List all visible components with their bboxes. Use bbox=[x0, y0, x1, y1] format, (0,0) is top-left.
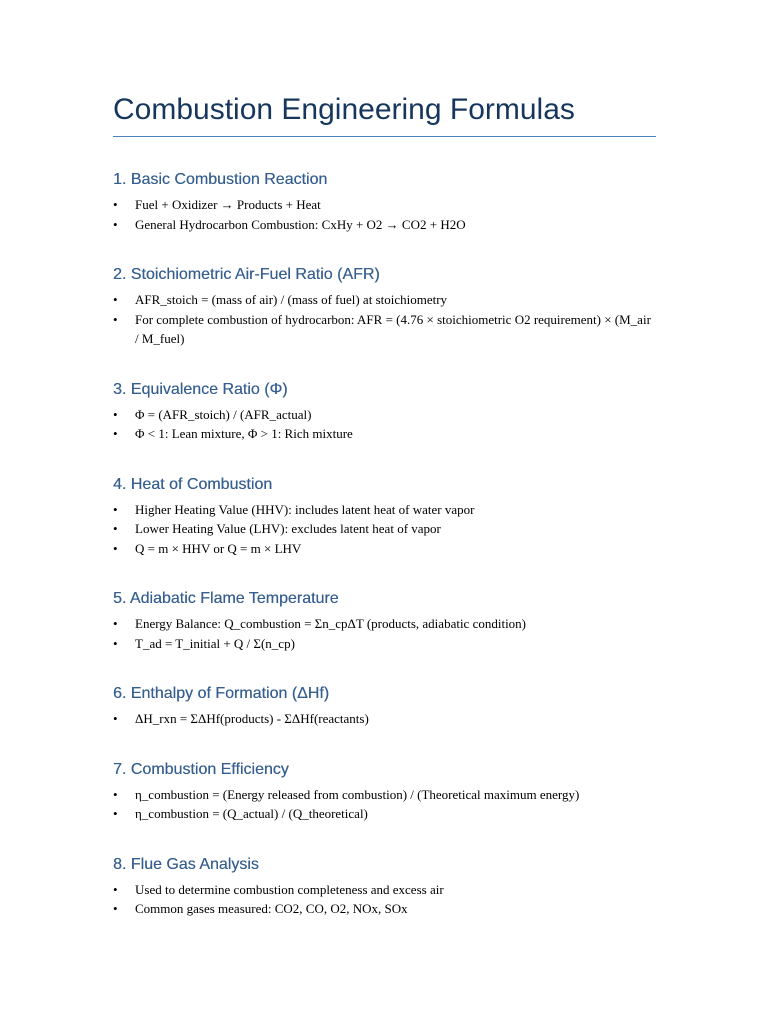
bullet-icon: • bbox=[113, 711, 118, 726]
bullet-list bbox=[113, 785, 656, 824]
bullet-list bbox=[113, 195, 656, 234]
section-equivalence-ratio bbox=[113, 380, 656, 444]
list-item bbox=[113, 634, 656, 654]
document-page bbox=[113, 92, 656, 919]
list-item bbox=[113, 310, 656, 349]
list-item-text: Φ = (AFR_stoich) / (AFR_actual) bbox=[135, 406, 312, 422]
list-item-text: Lower Heating Value (LHV): excludes latent heat of vapor bbox=[135, 521, 441, 536]
list-item bbox=[113, 195, 656, 215]
section-heading: 1. Basic Combustion Reaction bbox=[113, 171, 328, 188]
bullet-icon: • bbox=[113, 540, 118, 556]
list-item-text: Φ < 1: Lean mixture, Φ > 1: Rich mixture bbox=[135, 426, 353, 441]
list-item bbox=[113, 785, 656, 805]
section-heading: 6. Enthalpy of Formation (ΔHf) bbox=[113, 685, 330, 702]
bullet-icon: • bbox=[113, 635, 118, 651]
list-item-text: Energy Balance: Q_combustion = Σn_cpΔT (products, adiabatic condition) bbox=[135, 616, 527, 631]
list-item bbox=[113, 405, 656, 425]
list-item-text: η_combustion = (Q_actual) / (Q_theoretical) bbox=[135, 806, 368, 821]
bullet-icon: • bbox=[113, 881, 118, 897]
list-item-text: η_combustion = (Energy released from combustion) / (Theoretical maximum energy) bbox=[135, 786, 580, 802]
list-item-text: Fuel + Oxidizer → Products + Heat bbox=[135, 197, 321, 212]
list-item bbox=[113, 290, 656, 310]
bullet-icon: • bbox=[113, 406, 118, 422]
list-item-text: AFR_stoich = (mass of air) / (mass of fuel) at stoichiometry bbox=[135, 292, 448, 307]
section-heading: 3. Equivalence Ratio (Φ) bbox=[113, 380, 288, 398]
list-item-text: Higher Heating Value (HHV): includes latent heat of water vapor bbox=[135, 501, 475, 517]
document-title: Combustion Engineering Formulas bbox=[113, 92, 656, 137]
section-combustion-efficiency bbox=[113, 760, 656, 824]
bullet-icon: • bbox=[113, 197, 118, 212]
bullet-list bbox=[113, 290, 656, 349]
list-item bbox=[113, 614, 656, 634]
list-item bbox=[113, 215, 656, 235]
list-item-text: General Hydrocarbon Combustion: CxHy + O2 → CO2 + H2O bbox=[135, 216, 466, 232]
bullet-list bbox=[113, 614, 656, 653]
section-basic-combustion-reaction bbox=[113, 170, 656, 234]
list-item-text: For complete combustion of hydrocarbon: AFR = (4.76 × stoichiometric O2 requirement) × (M_air / M_fuel) bbox=[135, 311, 651, 346]
bullet-list bbox=[113, 405, 656, 444]
list-item-text: T_ad = T_initial + Q / Σ(n_cp) bbox=[135, 635, 295, 651]
list-item-text: Common gases measured: CO2, CO, O2, NOx, SOx bbox=[135, 901, 408, 916]
bullet-icon: • bbox=[113, 521, 118, 536]
list-item bbox=[113, 539, 656, 559]
bullet-icon: • bbox=[113, 786, 118, 802]
bullet-list bbox=[113, 500, 656, 559]
list-item-text: ΔH_rxn = ΣΔHf(products) - ΣΔHf(reactants) bbox=[135, 711, 369, 726]
section-heading: 2. Stoichiometric Air-Fuel Ratio (AFR) bbox=[113, 266, 380, 283]
bullet-icon: • bbox=[113, 901, 118, 916]
section-heat-of-combustion bbox=[113, 475, 656, 559]
section-adiabatic-flame-temperature bbox=[113, 589, 656, 653]
list-item-text: Q = m × HHV or Q = m × LHV bbox=[135, 540, 302, 556]
section-heading: 7. Combustion Efficiency bbox=[113, 760, 289, 778]
bullet-icon: • bbox=[113, 501, 118, 517]
list-item bbox=[113, 899, 656, 919]
section-heading: 4. Heat of Combustion bbox=[113, 475, 273, 493]
bullet-icon: • bbox=[113, 216, 118, 232]
list-item bbox=[113, 519, 656, 539]
bullet-icon: • bbox=[113, 311, 118, 327]
list-item bbox=[113, 804, 656, 824]
section-flue-gas-analysis bbox=[113, 855, 656, 919]
section-heading: 5. Adiabatic Flame Temperature bbox=[113, 590, 339, 607]
bullet-list bbox=[113, 880, 656, 919]
bullet-icon: • bbox=[113, 806, 118, 821]
list-item-text: Used to determine combustion completeness and excess air bbox=[135, 881, 444, 897]
bullet-icon: • bbox=[113, 426, 118, 441]
list-item bbox=[113, 424, 656, 444]
section-enthalpy-of-formation bbox=[113, 684, 656, 729]
section-stoichiometric-afr bbox=[113, 265, 656, 349]
section-heading: 8. Flue Gas Analysis bbox=[113, 855, 259, 873]
list-item bbox=[113, 709, 656, 729]
list-item bbox=[113, 880, 656, 900]
bullet-icon: • bbox=[113, 616, 118, 631]
bullet-icon: • bbox=[113, 292, 118, 307]
bullet-list bbox=[113, 709, 656, 729]
list-item bbox=[113, 500, 656, 520]
